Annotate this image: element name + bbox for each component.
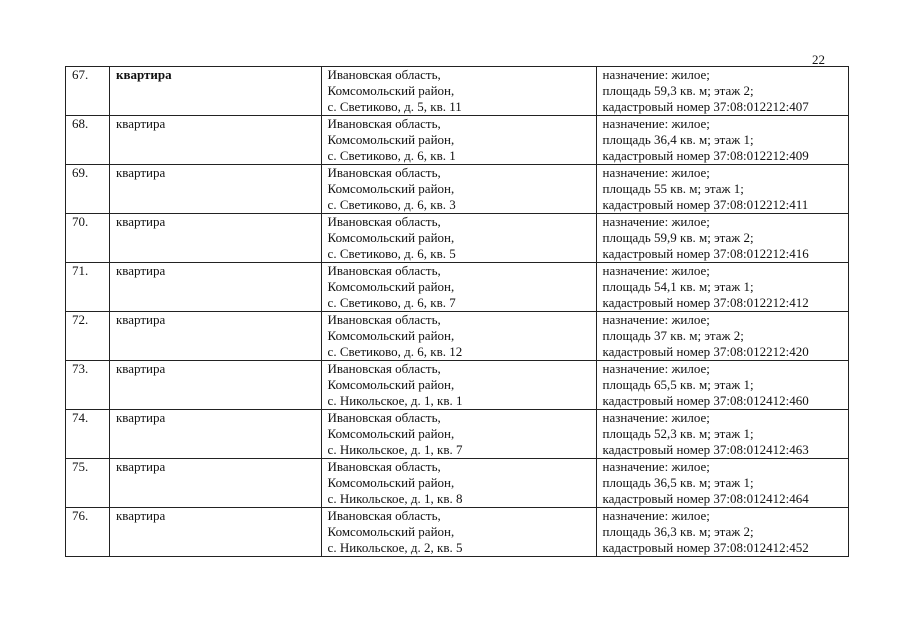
details-line: площадь 59,3 кв. м; этаж 2;	[602, 83, 754, 98]
property-address	[321, 312, 596, 361]
row-number: 71.	[66, 263, 110, 312]
address-line: Комсомольский район,	[327, 83, 455, 98]
address-line: с. Светиково, д. 6, кв. 1	[327, 148, 456, 163]
table-row	[66, 67, 849, 116]
property-details	[596, 165, 848, 214]
row-number: 67.	[66, 67, 110, 116]
details-line: кадастровый номер 37:08:012212:407	[602, 99, 809, 114]
row-number: 75.	[66, 459, 110, 508]
details-line: площадь 65,5 кв. м; этаж 1;	[602, 377, 754, 392]
details-line: кадастровый номер 37:08:012412:460	[602, 393, 809, 408]
property-type: квартира	[109, 410, 321, 459]
details-line: площадь 37 кв. м; этаж 2;	[602, 328, 744, 343]
table-row	[66, 116, 849, 165]
address-line: с. Никольское, д. 1, кв. 7	[327, 442, 463, 457]
row-number: 69.	[66, 165, 110, 214]
property-type: квартира	[109, 67, 321, 116]
property-details	[596, 361, 848, 410]
property-details	[596, 410, 848, 459]
address-line: Ивановская область,	[327, 116, 441, 131]
address-line: с. Светиково, д. 6, кв. 7	[327, 295, 456, 310]
table-row	[66, 410, 849, 459]
property-details	[596, 67, 848, 116]
table-row	[66, 361, 849, 410]
property-address	[321, 459, 596, 508]
address-line: Ивановская область,	[327, 263, 441, 278]
details-line: площадь 36,5 кв. м; этаж 1;	[602, 475, 754, 490]
property-address	[321, 263, 596, 312]
details-line: кадастровый номер 37:08:012412:464	[602, 491, 809, 506]
details-line: площадь 36,4 кв. м; этаж 1;	[602, 132, 754, 147]
table-row	[66, 459, 849, 508]
address-line: с. Светиково, д. 5, кв. 11	[327, 99, 462, 114]
address-line: Комсомольский район,	[327, 328, 455, 343]
address-line: Комсомольский район,	[327, 377, 455, 392]
table-row	[66, 312, 849, 361]
details-line: площадь 54,1 кв. м; этаж 1;	[602, 279, 754, 294]
property-address	[321, 116, 596, 165]
property-type: квартира	[109, 361, 321, 410]
property-address	[321, 67, 596, 116]
address-line: с. Светиково, д. 6, кв. 12	[327, 344, 463, 359]
address-line: Ивановская область,	[327, 459, 441, 474]
address-line: с. Никольское, д. 1, кв. 8	[327, 491, 463, 506]
property-details	[596, 116, 848, 165]
property-type: квартира	[109, 508, 321, 557]
row-number: 70.	[66, 214, 110, 263]
address-line: с. Никольское, д. 2, кв. 5	[327, 540, 463, 555]
details-line: назначение: жилое;	[602, 214, 710, 229]
property-address	[321, 410, 596, 459]
table-row	[66, 263, 849, 312]
address-line: Комсомольский район,	[327, 475, 455, 490]
property-details	[596, 312, 848, 361]
table-row	[66, 165, 849, 214]
details-line: кадастровый номер 37:08:012212:409	[602, 148, 809, 163]
table-row	[66, 508, 849, 557]
property-type: квартира	[109, 165, 321, 214]
details-line: кадастровый номер 37:08:012412:463	[602, 442, 809, 457]
details-line: назначение: жилое;	[602, 67, 710, 82]
details-line: назначение: жилое;	[602, 263, 710, 278]
property-address	[321, 214, 596, 263]
details-line: кадастровый номер 37:08:012412:452	[602, 540, 809, 555]
details-line: назначение: жилое;	[602, 116, 710, 131]
address-line: Ивановская область,	[327, 312, 441, 327]
address-line: Комсомольский район,	[327, 230, 455, 245]
table-row	[66, 214, 849, 263]
property-type: квартира	[109, 263, 321, 312]
property-type: квартира	[109, 312, 321, 361]
address-line: Ивановская область,	[327, 67, 441, 82]
property-details	[596, 459, 848, 508]
address-line: с. Никольское, д. 1, кв. 1	[327, 393, 463, 408]
details-line: назначение: жилое;	[602, 312, 710, 327]
details-line: кадастровый номер 37:08:012212:420	[602, 344, 809, 359]
row-number: 72.	[66, 312, 110, 361]
property-details	[596, 508, 848, 557]
property-type: квартира	[109, 214, 321, 263]
address-line: Комсомольский район,	[327, 181, 455, 196]
details-line: кадастровый номер 37:08:012212:412	[602, 295, 809, 310]
address-line: Ивановская область,	[327, 165, 441, 180]
details-line: площадь 55 кв. м; этаж 1;	[602, 181, 744, 196]
address-line: Ивановская область,	[327, 508, 441, 523]
address-line: Ивановская область,	[327, 410, 441, 425]
row-number: 73.	[66, 361, 110, 410]
property-address	[321, 165, 596, 214]
details-line: кадастровый номер 37:08:012212:416	[602, 246, 809, 261]
property-table	[65, 66, 849, 557]
details-line: назначение: жилое;	[602, 508, 710, 523]
address-line: Комсомольский район,	[327, 426, 455, 441]
address-line: Ивановская область,	[327, 214, 441, 229]
row-number: 76.	[66, 508, 110, 557]
details-line: назначение: жилое;	[602, 410, 710, 425]
details-line: назначение: жилое;	[602, 165, 710, 180]
page-number: 22	[812, 52, 825, 67]
details-line: назначение: жилое;	[602, 459, 710, 474]
address-line: с. Светиково, д. 6, кв. 5	[327, 246, 456, 261]
address-line: с. Светиково, д. 6, кв. 3	[327, 197, 456, 212]
property-type: квартира	[109, 459, 321, 508]
address-line: Комсомольский район,	[327, 524, 455, 539]
property-type: квартира	[109, 116, 321, 165]
address-line: Ивановская область,	[327, 361, 441, 376]
details-line: площадь 52,3 кв. м; этаж 1;	[602, 426, 754, 441]
address-line: Комсомольский район,	[327, 132, 455, 147]
details-line: площадь 36,3 кв. м; этаж 2;	[602, 524, 754, 539]
row-number: 74.	[66, 410, 110, 459]
details-line: назначение: жилое;	[602, 361, 710, 376]
address-line: Комсомольский район,	[327, 279, 455, 294]
details-line: площадь 59,9 кв. м; этаж 2;	[602, 230, 754, 245]
details-line: кадастровый номер 37:08:012212:411	[602, 197, 809, 212]
property-address	[321, 508, 596, 557]
row-number: 68.	[66, 116, 110, 165]
property-details	[596, 263, 848, 312]
property-address	[321, 361, 596, 410]
property-details	[596, 214, 848, 263]
